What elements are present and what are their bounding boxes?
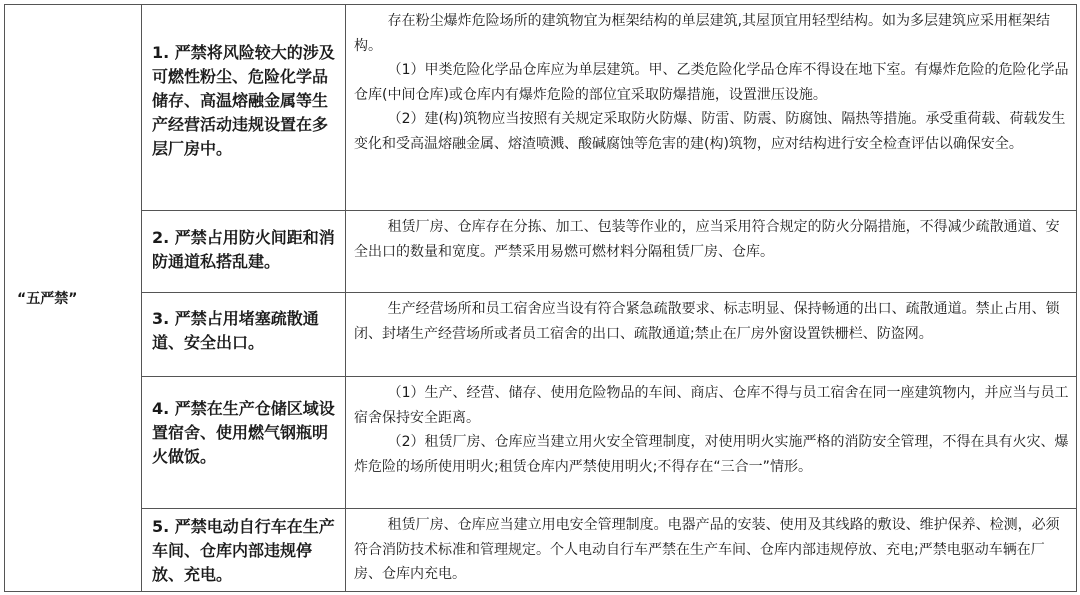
rule-title: 5. 严禁电动自行车在生产车间、仓库内部违规停放、充电。	[142, 509, 346, 592]
rule-detail	[346, 211, 1077, 293]
rules-table	[4, 4, 1077, 592]
rule-detail	[346, 5, 1077, 211]
detail-paragraph: 生产经营场所和员工宿舍应当设有符合紧急疏散要求、标志明显、保持畅通的出口、疏散通道。禁止占用、锁闭、封堵生产经营场所或者员工宿舍的出口、疏散通道;禁止在厂房外窗设置铁栅栏、防盗网。	[354, 301, 1060, 342]
rule-detail	[346, 509, 1077, 592]
detail-paragraph: （2）租赁厂房、仓库应当建立用火安全管理制度，对使用明火实施严格的消防安全管理，不得在具有火灾、爆炸危险的场所使用明火;租赁仓库内严禁使用明火;不得存在“三合一”情形。	[354, 434, 1069, 475]
rule-detail	[346, 377, 1077, 509]
group-label: “五严禁”	[5, 5, 142, 592]
detail-paragraph: （2）建(构)筑物应当按照有关规定采取防火防爆、防雷、防震、防腐蚀、隔热等措施。承受重荷载、荷载发生变化和受高温熔融金属、熔渣喷溅、酸碱腐蚀等危害的建(构)筑物，应对结构进行安全检查评估以确保安全。	[354, 111, 1066, 152]
detail-paragraph: （1）甲类危险化学品仓库应为单层建筑。甲、乙类危险化学品仓库不得设在地下室。有爆炸危险的危险化学品仓库(中间仓库)或仓库内有爆炸危险的部位宜采取防爆措施，设置泄压设施。	[354, 62, 1069, 103]
rule-title: 4. 严禁在生产仓储区域设置宿舍、使用燃气钢瓶明火做饭。	[142, 377, 346, 509]
rule-title: 2. 严禁占用防火间距和消防通道私搭乱建。	[142, 211, 346, 293]
rule-title: 3. 严禁占用堵塞疏散通道、安全出口。	[142, 293, 346, 377]
detail-paragraph: 租赁厂房、仓库存在分拣、加工、包装等作业的，应当采用符合规定的防火分隔措施，不得减少疏散通道、安全出口的数量和宽度。严禁采用易燃可燃材料分隔租赁厂房、仓库。	[354, 219, 1060, 260]
detail-paragraph: 存在粉尘爆炸危险场所的建筑物宜为框架结构的单层建筑,其屋顶宜用轻型结构。如为多层建筑应采用框架结构。	[354, 13, 1051, 54]
rule-title: 1. 严禁将风险较大的涉及可燃性粉尘、危险化学品储存、高温熔融金属等生产经营活动违规设置在多层厂房中。	[142, 5, 346, 211]
detail-paragraph: 租赁厂房、仓库应当建立用电安全管理制度。电器产品的安装、使用及其线路的敷设、维护保养、检测，必须符合消防技术标准和管理规定。个人电动自行车严禁在生产车间、仓库内部违规停放、充电;严禁电驱动车辆在厂房、仓库内充电。	[354, 517, 1060, 583]
rule-detail	[346, 293, 1077, 377]
detail-paragraph: （1）生产、经营、储存、使用危险物品的车间、商店、仓库不得与员工宿舍在同一座建筑物内，并应当与员工宿舍保持安全距离。	[354, 385, 1069, 426]
